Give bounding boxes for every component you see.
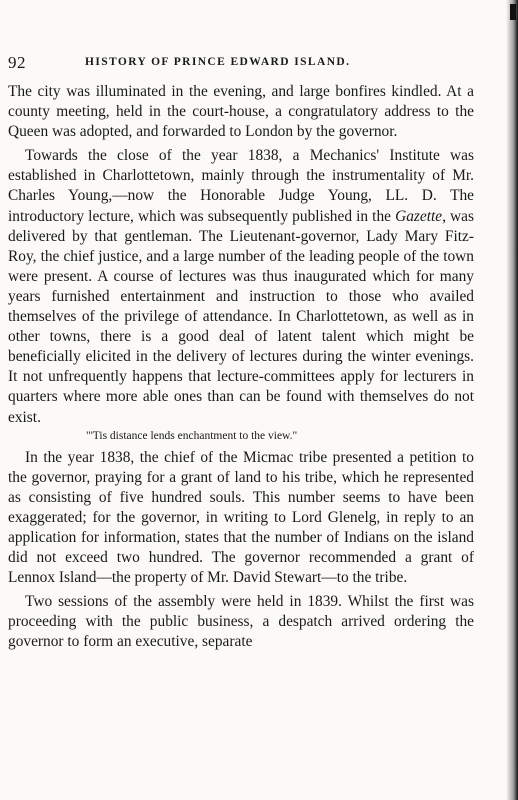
paragraph-3: In the year 1838, the chief of the Micmac tribe presented a petition to the governor, praying for a grant of land to his tribe, which he represented as consisting of five hundred souls. This number seems to have been exaggerated; for the governor, in writing to Lord Glenelg, in reply to an application for information, states that the number of Indians on the island did not exceed two hundred. The governor recommended a grant of Lennox Island—the property of Mr. David Stewart—to the tribe. [8, 448, 474, 587]
gazette-italic: Gazette [395, 207, 443, 225]
paragraph-2-part-2: , was delivered by that gentleman. The Lieutenant-governor, Lady Mary Fitz-Roy, the chief justice, and a large number of the leading people of the town were present. A course of lectures was thus inaugurated which for many years furnished entertainment and instruction to those who availed themselves of the privilege of attendance. In Charlottetown, as well as in other towns, there is a good deal of latent talent which might be beneficially elicited in the delivery of lectures during the winter evenings. It not unfrequently happens that lecture-committees apply for lecturers in quarters where more able ones than can be found with themselves do not exist. [8, 207, 474, 426]
paragraph-4: Two sessions of the assembly were held in 1839. Whilst the first was proceeding with the public business, a despatch arrived ordering the governor to form an executive, separate [8, 593, 474, 651]
page-edge-shadow [506, 0, 518, 800]
paragraph-2 [8, 146, 474, 427]
footnote-quote: "'Tis distance lends enchantment to the view." [86, 429, 298, 442]
running-head [8, 53, 478, 77]
paragraph-1: The city was illuminated in the evening, and large bonfires kindled. At a county meeting, held in the court-house, a congratulatory address to the Queen was adopted, and forwarded to London by the governor. [8, 83, 474, 141]
page-edge-mark [510, 4, 516, 20]
body-text [8, 82, 474, 653]
paragraph-2-part-1: Towards the close of the year 1838, a Mechanics' Institute was established in Charlottetown, mainly through the instrumentality of Mr. Charles Young,—now the Honorable Judge Young, LL. D. The introductory lecture, which was subsequently published in the [8, 147, 474, 225]
running-title: HISTORY OF PRINCE EDWARD ISLAND. [85, 56, 351, 68]
page-number: 92 [8, 53, 26, 72]
